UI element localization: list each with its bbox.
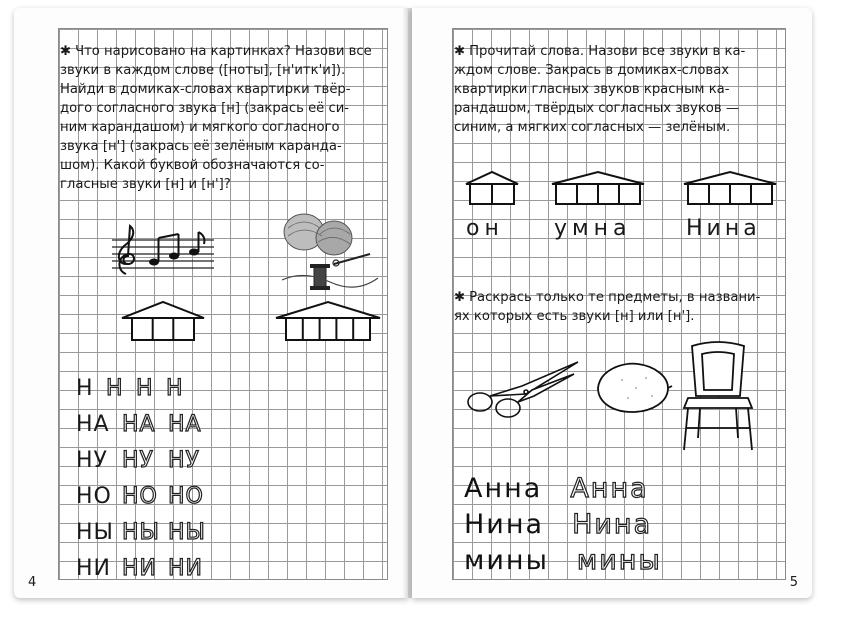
house-word-nina: Нина (686, 216, 761, 241)
word-house-notes (118, 300, 208, 350)
word-house-threads (272, 300, 384, 350)
syllable-row (76, 484, 214, 510)
right-task2-text (454, 288, 788, 326)
music-notes-picture (102, 220, 222, 280)
task-line: ним карандашом) и мягкого согласного (60, 120, 340, 135)
syllable-dotted: Н (106, 376, 124, 401)
syllable-row (76, 448, 214, 474)
task-line: звуки в каждом слове ([ноты], [н'итк'и]). (60, 63, 346, 78)
syllable-row (76, 412, 214, 438)
scissors-picture (462, 356, 582, 426)
syllable-dotted: НО (122, 484, 158, 509)
copy-word-row (464, 544, 662, 578)
syllable-dotted: НИ (168, 556, 203, 581)
task-line: Раскрась только те предметы, в названи- (469, 290, 761, 305)
right-page (412, 8, 812, 598)
copy-word-row (464, 472, 649, 506)
copy-word-dotted: мины (576, 545, 662, 576)
house-word-on: он (466, 216, 504, 241)
task-star-icon: ✱ (454, 44, 466, 59)
syllable-solid: НИ (76, 556, 111, 581)
copy-word-solid: Нина (464, 509, 545, 540)
syllable-dotted: НУ (122, 448, 154, 473)
syllable-dotted: НЫ (168, 520, 206, 545)
copy-word-solid: Анна (464, 473, 543, 504)
copy-word-row (464, 508, 652, 542)
syllable-dotted: НЫ (122, 520, 160, 545)
task-line: звука [н'] (закрась её зелёным каранда- (60, 139, 342, 154)
left-task-text (60, 42, 405, 194)
syllable-solid: НО (76, 484, 112, 509)
syllable-dotted: НА (168, 412, 202, 437)
task-line: дого согласного звука [н] (закрась её си- (60, 101, 350, 116)
task-line: гласные звуки [н] и [н']? (60, 177, 231, 192)
syllable-solid: НУ (76, 448, 108, 473)
syllable-row (76, 376, 196, 402)
page-number: 4 (28, 575, 37, 590)
chair-picture (678, 338, 758, 454)
syllable-solid: НА (76, 412, 110, 437)
syllable-dotted: НИ (122, 556, 157, 581)
left-page (14, 8, 408, 598)
copy-word-dotted: Анна (570, 473, 649, 504)
right-task1-text (454, 42, 788, 137)
syllable-solid: Н (76, 376, 94, 401)
house-word-umna: умна (554, 216, 632, 241)
copy-word-solid: мины (464, 545, 549, 576)
syllable-dotted: НО (168, 484, 204, 509)
syllable-dotted: НУ (168, 448, 200, 473)
task-line: ях которых есть звуки [н] или [н']. (454, 309, 695, 324)
word-house-on (464, 170, 520, 212)
task-line: шом). Какой буквой обозначаются со- (60, 158, 325, 173)
syllable-row (76, 520, 214, 546)
threads-picture (274, 204, 384, 300)
syllable-row (76, 556, 214, 582)
task-line: Что нарисовано на картинках? Назови все (75, 44, 372, 59)
word-house-umna (550, 170, 646, 212)
lemon-picture (592, 358, 674, 418)
task-line: ждом слове. Закрась в домиках-словах (454, 63, 730, 78)
task-star-icon: ✱ (454, 290, 466, 305)
task-line: синим, а мягких согласных — зелёным. (454, 120, 731, 135)
task-line: квартирки гласных звуков красным ка- (454, 82, 730, 97)
syllable-solid: НЫ (76, 520, 114, 545)
syllable-dotted: Н (136, 376, 154, 401)
copy-word-dotted: Нина (572, 509, 653, 540)
task-line: Найди в домиках-словах квартирки твёр- (60, 82, 351, 97)
page-number: 5 (789, 575, 798, 590)
task-line: Прочитай слова. Назови все звуки в ка- (469, 44, 746, 59)
syllable-dotted: Н (166, 376, 184, 401)
task-star-icon: ✱ (60, 44, 72, 59)
word-house-nina (682, 170, 778, 212)
task-line: рандашом, твёрдых согласных звуков — (454, 101, 740, 116)
syllable-dotted: НА (122, 412, 156, 437)
